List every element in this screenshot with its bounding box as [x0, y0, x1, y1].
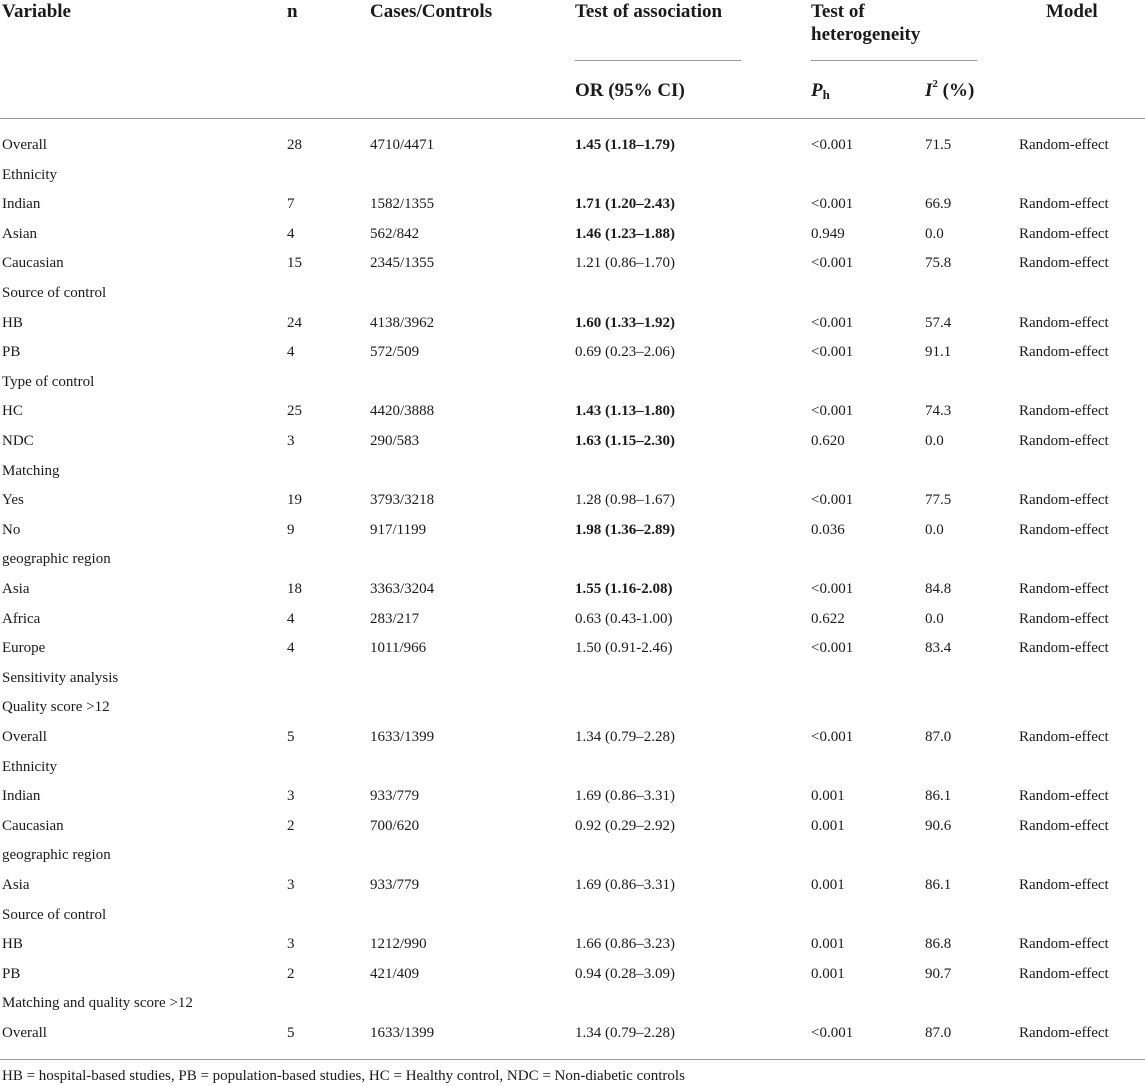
row-or-ci: 1.34 (0.79–2.28): [575, 729, 675, 745]
table-row: [0, 723, 1145, 753]
row-variable: HB: [2, 314, 23, 331]
table-row: [0, 960, 1145, 990]
table-row: [0, 930, 1145, 960]
table-row: [0, 220, 1145, 250]
table-row: [0, 486, 1145, 516]
row-i2: 90.6: [925, 817, 952, 834]
row-n: 3: [287, 433, 295, 449]
header-heterogeneity-line2: heterogeneity: [811, 24, 921, 45]
row-or-ci: 1.98 (1.36–2.89): [575, 521, 675, 538]
row-cases-controls: 3793/3218: [370, 492, 435, 509]
row-model: Random-effect: [1019, 433, 1109, 449]
row-n: 28: [287, 137, 302, 153]
row-variable: Asia: [2, 581, 30, 597]
row-variable: NDC: [2, 433, 34, 449]
table-row: [0, 901, 1145, 931]
row-i2: 66.9: [925, 196, 952, 213]
row-model: Random-effect: [1019, 877, 1109, 893]
row-cases-controls: 4710/4471: [370, 137, 435, 153]
table-row: [0, 634, 1145, 664]
row-model: Random-effect: [1019, 817, 1109, 834]
row-ph: 0.001: [811, 965, 845, 982]
row-n: 18: [287, 581, 302, 597]
row-cases-controls: 4420/3888: [370, 403, 435, 420]
row-n: 5: [287, 729, 295, 745]
row-i2: 0.0: [925, 225, 944, 242]
row-model: Random-effect: [1019, 255, 1109, 272]
row-cases-controls: 283/217: [370, 610, 420, 627]
row-variable: Europe: [2, 640, 46, 657]
row-cases-controls: 1011/966: [370, 640, 427, 657]
row-cases-controls: 290/583: [370, 433, 420, 449]
row-n: 15: [287, 255, 302, 272]
row-model: Random-effect: [1019, 936, 1109, 953]
row-variable: Ethnicity: [2, 758, 57, 775]
row-cases-controls: 562/842: [370, 225, 420, 242]
row-variable: Overall: [2, 729, 47, 745]
table-row: [0, 812, 1145, 842]
row-i2: 57.4: [925, 314, 952, 331]
row-variable: HB: [2, 936, 23, 953]
row-n: 2: [287, 817, 295, 834]
row-n: 4: [287, 640, 295, 657]
row-model: Random-effect: [1019, 729, 1109, 745]
row-i2: 74.3: [925, 403, 952, 420]
row-variable: Quality score >12: [2, 699, 110, 716]
row-model: Random-effect: [1019, 492, 1109, 509]
header-n: n: [287, 1, 298, 22]
row-variable: Asian: [2, 225, 37, 242]
table-row: [0, 753, 1145, 783]
row-n: 9: [287, 521, 295, 538]
table-row: [0, 309, 1145, 339]
header-heterogeneity-line1: Test of: [811, 1, 865, 22]
row-or-ci: 0.92 (0.29–2.92): [575, 817, 675, 834]
table-row: [0, 249, 1145, 279]
table-row: [0, 605, 1145, 635]
row-model: Random-effect: [1019, 640, 1109, 657]
row-cases-controls: 933/779: [370, 877, 420, 893]
row-ph: <0.001: [811, 196, 854, 213]
row-n: 3: [287, 788, 295, 805]
row-ph: <0.001: [811, 581, 854, 597]
row-or-ci: 0.69 (0.23–2.06): [575, 344, 675, 361]
table-row: [0, 338, 1145, 368]
row-or-ci: 1.34 (0.79–2.28): [575, 1025, 675, 1041]
row-model: Random-effect: [1019, 521, 1109, 538]
row-variable: geographic region: [2, 551, 111, 568]
row-i2: 90.7: [925, 965, 952, 982]
row-or-ci: 1.71 (1.20–2.43): [575, 196, 675, 213]
row-variable: Source of control: [2, 906, 107, 923]
row-i2: 86.1: [925, 788, 952, 805]
row-cases-controls: 572/509: [370, 344, 420, 361]
row-or-ci: 1.28 (0.98–1.67): [575, 492, 675, 509]
row-variable: Source of control: [2, 285, 107, 301]
row-model: Random-effect: [1019, 965, 1109, 982]
row-cases-controls: 700/620: [370, 817, 420, 834]
row-i2: 71.5: [925, 137, 952, 153]
row-n: 3: [287, 877, 295, 893]
row-model: Random-effect: [1019, 788, 1109, 805]
table-row: [0, 279, 1145, 309]
table-row: [0, 397, 1145, 427]
header-model: Model: [1046, 1, 1098, 22]
row-variable: Type of control: [2, 373, 95, 390]
row-n: 4: [287, 225, 295, 242]
row-model: Random-effect: [1019, 610, 1109, 627]
row-ph: <0.001: [811, 403, 854, 420]
row-or-ci: 1.69 (0.86–3.31): [575, 788, 675, 805]
row-ph: <0.001: [811, 1025, 854, 1041]
row-ph: <0.001: [811, 314, 854, 331]
row-n: 5: [287, 1025, 295, 1041]
table-row: [0, 782, 1145, 812]
row-or-ci: 1.46 (1.23–1.88): [575, 225, 675, 242]
table-row: [0, 131, 1145, 161]
row-variable: Caucasian: [2, 255, 64, 272]
row-ph: 0.001: [811, 936, 845, 953]
row-i2: 0.0: [925, 521, 944, 538]
subheader-i2: [925, 79, 974, 102]
table-row: [0, 693, 1145, 723]
row-ph: <0.001: [811, 729, 854, 745]
row-variable: Yes: [2, 492, 24, 509]
row-variable: Overall: [2, 1025, 47, 1041]
row-i2: 86.1: [925, 877, 952, 893]
row-variable: Sensitivity analysis: [2, 669, 119, 686]
row-cases-controls: 933/779: [370, 788, 420, 805]
row-ph: 0.001: [811, 877, 845, 893]
header-cases-controls: Cases/Controls: [370, 1, 493, 22]
row-cases-controls: 421/409: [370, 965, 420, 982]
row-cases-controls: 1212/990: [370, 936, 427, 953]
i2-superscript: 2: [932, 78, 938, 90]
row-or-ci: 1.60 (1.33–1.92): [575, 314, 675, 331]
row-variable: Matching and quality score >12: [2, 995, 193, 1012]
ph-symbol: P: [811, 80, 823, 101]
row-i2: 87.0: [925, 1025, 952, 1041]
table-row: [0, 664, 1145, 694]
row-ph: 0.036: [811, 521, 845, 538]
row-or-ci: 1.55 (1.16-2.08): [575, 581, 673, 597]
table-row: [0, 575, 1145, 605]
row-i2: 91.1: [925, 344, 952, 361]
row-or-ci: 1.21 (0.86–1.70): [575, 255, 675, 272]
row-cases-controls: 4138/3962: [370, 314, 435, 331]
row-n: 19: [287, 492, 302, 509]
row-cases-controls: 1633/1399: [370, 1025, 435, 1041]
row-i2: 0.0: [925, 610, 944, 627]
row-variable: Caucasian: [2, 817, 64, 834]
row-ph: 0.949: [811, 225, 845, 242]
table-row: [0, 161, 1145, 191]
row-variable: Indian: [2, 788, 41, 805]
row-variable: Indian: [2, 196, 41, 213]
row-variable: Asia: [2, 877, 30, 893]
table-row: [0, 545, 1145, 575]
table-row: [0, 368, 1145, 398]
row-model: Random-effect: [1019, 225, 1109, 242]
table-row: [0, 457, 1145, 487]
ph-subscript: h: [822, 87, 830, 102]
row-model: Random-effect: [1019, 137, 1109, 153]
row-cases-controls: 2345/1355: [370, 255, 435, 272]
row-variable: Overall: [2, 137, 47, 153]
row-i2: 0.0: [925, 433, 944, 449]
table-footnote: HB = hospital-based studies, PB = population-based studies, HC = Healthy control, NDC = Non-diabetic controls: [2, 1068, 685, 1084]
row-n: 24: [287, 314, 302, 331]
row-or-ci: 1.63 (1.15–2.30): [575, 433, 675, 449]
association-divider: [575, 60, 741, 61]
row-i2: 75.8: [925, 255, 952, 272]
row-n: 7: [287, 196, 295, 213]
header-test-of-association: Test of association: [575, 1, 723, 22]
row-i2: 86.8: [925, 936, 952, 953]
table-row: [0, 427, 1145, 457]
row-ph: <0.001: [811, 137, 854, 153]
row-cases-controls: 1633/1399: [370, 729, 435, 745]
row-ph: 0.622: [811, 610, 845, 627]
table-row: [0, 871, 1145, 901]
row-n: 4: [287, 610, 295, 627]
subheader-ph: [811, 79, 830, 102]
row-ph: 0.001: [811, 788, 845, 805]
row-or-ci: 0.94 (0.28–3.09): [575, 965, 675, 982]
row-or-ci: 0.63 (0.43-1.00): [575, 610, 673, 627]
row-cases-controls: 1582/1355: [370, 196, 435, 213]
row-variable: Africa: [2, 610, 41, 627]
row-ph: <0.001: [811, 640, 854, 657]
row-or-ci: 1.50 (0.91-2.46): [575, 640, 673, 657]
row-i2: 77.5: [925, 492, 952, 509]
heterogeneity-divider: [811, 60, 977, 61]
table-row: [0, 841, 1145, 871]
row-n: 3: [287, 936, 295, 953]
row-cases-controls: 917/1199: [370, 521, 427, 538]
table-row: [0, 516, 1145, 546]
row-n: 2: [287, 965, 295, 982]
row-or-ci: 1.66 (0.86–3.23): [575, 936, 675, 953]
row-variable: No: [2, 521, 21, 538]
table-row: [0, 190, 1145, 220]
row-model: Random-effect: [1019, 344, 1109, 361]
row-model: Random-effect: [1019, 403, 1109, 420]
row-variable: geographic region: [2, 847, 111, 864]
row-or-ci: 1.69 (0.86–3.31): [575, 877, 675, 893]
row-n: 4: [287, 344, 295, 361]
i2-symbol: I: [925, 80, 933, 101]
table-row: [0, 989, 1145, 1019]
row-i2: 84.8: [925, 581, 952, 597]
row-ph: 0.001: [811, 817, 845, 834]
row-or-ci: 1.45 (1.18–1.79): [575, 137, 675, 153]
row-variable: Ethnicity: [2, 166, 57, 183]
subheader-or-ci: OR (95% CI): [575, 80, 685, 101]
row-model: Random-effect: [1019, 581, 1109, 597]
row-model: Random-effect: [1019, 196, 1109, 213]
row-variable: HC: [2, 403, 23, 420]
row-or-ci: 1.43 (1.13–1.80): [575, 403, 675, 420]
row-ph: 0.620: [811, 433, 845, 449]
table-row: [0, 1019, 1145, 1049]
row-ph: <0.001: [811, 492, 854, 509]
row-model: Random-effect: [1019, 314, 1109, 331]
row-variable: PB: [2, 965, 21, 982]
row-i2: 83.4: [925, 640, 952, 657]
row-variable: Matching: [2, 462, 60, 479]
header-variable: Variable: [2, 1, 71, 22]
row-variable: PB: [2, 344, 21, 361]
i2-unit: (%): [937, 80, 975, 101]
row-ph: <0.001: [811, 344, 854, 361]
row-ph: <0.001: [811, 255, 854, 272]
row-n: 25: [287, 403, 302, 420]
row-cases-controls: 3363/3204: [370, 581, 435, 597]
header-rule: [0, 118, 1145, 119]
bottom-rule: [0, 1059, 1145, 1060]
row-i2: 87.0: [925, 729, 952, 745]
row-model: Random-effect: [1019, 1025, 1109, 1041]
